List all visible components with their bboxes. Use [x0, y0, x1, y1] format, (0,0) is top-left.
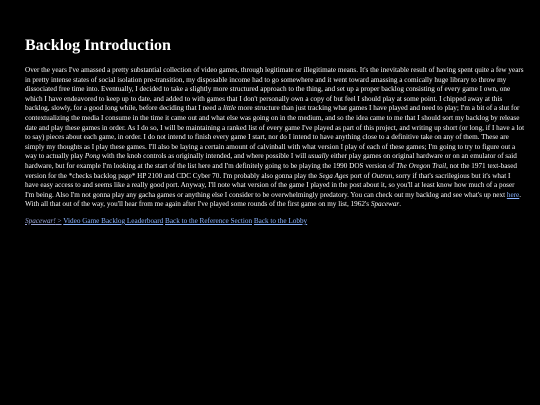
text-segment: with the knob controls as originally intended, and where possible I will — [100, 152, 309, 161]
game-title-pong: Pong — [84, 152, 101, 161]
leaderboard-link[interactable]: Video Game Backlog Leaderboard — [63, 216, 164, 225]
emphasis-little: little — [222, 104, 237, 113]
text-segment: . — [399, 200, 402, 209]
text-segment: , not the 1971 text-based version for the *checks backlog page* HP 2100 and CDC Cyber 70. I'm probably also gonna play the — [25, 161, 517, 180]
page-title: Backlog Introduction — [25, 37, 171, 54]
text-segment: Over the years I've amassed a pretty substantial collection of video games, through legitimate or illegitimate means. It's the inevitable result of having spent quite a few years in pretty intense states of social isolation pre-transition, my disposable income had to go somewhere and it went toward amassing a comically huge library to throw my dissociated free time into. Eventually, I decided to take a slightly more structured approach to the thing, and set up a proper backlog consisting of every game I own, one which I have endeavored to keep up to date, and added to with games that I don't personally own a copy of but feel I should play at some point. I chipped away at this backlog, slowly, for a good long while, before deciding that I need a — [25, 66, 524, 113]
text-segment: , sorry if that's sacrilegious but it's what I have easy access to and seems like a really good port. Anyway, I'll note what version of the game I played in the post about it, so you'll at least know how much of a poser I'm being. Also I'm not gonna play any gacha games or anything else I consider to be overwhelmingly predatory. You can check out my backlog and see what's up next — [25, 171, 515, 199]
game-title-spacewar: Spacewar — [370, 200, 400, 209]
page-container — [25, 0, 525, 227]
game-title-oregon-trail: The Oregon Trail — [396, 161, 447, 170]
text-segment: . With all that out of the way, you'll hear from me again after I've played some rounds of the first game on my list, 1962's — [25, 190, 522, 209]
backlog-link[interactable]: here — [506, 190, 520, 199]
reference-section-link[interactable]: Back to the Reference Section — [165, 216, 253, 225]
text-segment: either play games on original hardware or on an emulator of said hardware, but for example I'm looking at the start of the list here and I'm definitely going to be playing the 1990 DOS version of — [25, 152, 517, 170]
lobby-link[interactable]: Back to the Lobby — [253, 216, 308, 225]
text-segment: port of — [348, 171, 372, 180]
next-post-link[interactable] — [25, 217, 62, 225]
next-post-arrow: > — [55, 216, 62, 225]
emphasis-usually: usually — [308, 152, 329, 161]
next-post-title: Spacewar! — [25, 216, 56, 225]
navigation-links — [25, 217, 525, 227]
game-title-sega-ages: Sega Ages — [318, 171, 349, 180]
intro-paragraph — [25, 66, 525, 210]
game-title-outrun: Outrun — [371, 171, 393, 180]
text-segment: more structure than just tracking what games I have played and need to play; I'm a bit of a slut for contextualizing the media I consume in the time it came out and what else was going on in the medium, and so the idea came to me that I should sort my backlog by release date and play these games in order. As I do so, I will be maintaining a ranked list of every game I've played as part of this project, and writing up short (or long, if I have a lot to say) pieces about each game, in order. I do not intend to finish every game I start, nor do I intend to have anything close to a definitive take on any of them. These are simply my thoughts as I play these games. I'll also be laying a certain amount of calvinball with what version I play of each of these games; I'm going to try to figure out a way to actually play — [25, 104, 525, 161]
